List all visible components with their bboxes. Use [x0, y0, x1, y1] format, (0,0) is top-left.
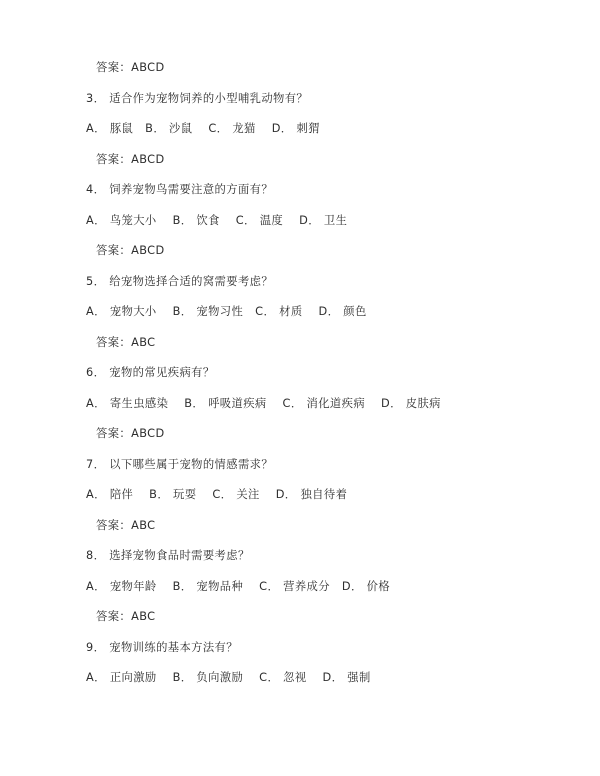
text-row-answer [86, 520, 534, 551]
answer-line: 答案：ABCD [96, 152, 165, 166]
answer-line: 答案：ABC [96, 518, 156, 532]
text-row-answer [86, 245, 534, 276]
document-text-body [86, 62, 534, 703]
text-row-question [86, 184, 534, 215]
text-row-answer [86, 154, 534, 185]
option-line: A． 宠物年龄 B． 宠物品种 C． 营养成分 D． 价格 [86, 579, 391, 593]
text-row-options [86, 215, 534, 246]
text-row-question [86, 93, 534, 124]
question-line: 7． 以下哪些属于宠物的情感需求？ [86, 457, 274, 471]
text-row-question [86, 367, 534, 398]
text-row-question [86, 550, 534, 581]
option-line: A． 寄生虫感染 B． 呼吸道疾病 C． 消化道疾病 D． 皮肤病 [86, 396, 441, 410]
option-line: A． 正向激励 B． 负向激励 C． 忽视 D． 强制 [86, 671, 371, 684]
question-line: 5． 给宠物选择合适的窝需要考虑？ [86, 274, 274, 288]
text-row-answer [86, 428, 534, 459]
text-row-options [86, 398, 534, 429]
text-row-options [86, 489, 534, 520]
text-row-options [86, 672, 534, 703]
option-line: A． 宠物大小 B． 宠物习性 C． 材质 D． 颜色 [86, 305, 367, 318]
text-row-options [86, 123, 534, 154]
option-line: A． 陪伴 B． 玩耍 C． 关注 D． 独自待着 [86, 488, 348, 501]
answer-line: 答案：ABCD [96, 244, 165, 257]
question-line: 9． 宠物训练的基本方法有？ [86, 640, 238, 654]
answer-line: 答案：ABC [96, 335, 156, 349]
text-row-answer [86, 611, 534, 642]
text-row-answer [86, 337, 534, 368]
text-row-options [86, 581, 534, 612]
text-row-question [86, 276, 534, 307]
text-row-answer [86, 62, 534, 93]
option-line: A． 豚鼠 B． 沙鼠 C． 龙猫 D． 刺猬 [86, 122, 320, 135]
text-row-options [86, 306, 534, 337]
answer-line: 答案：ABCD [96, 61, 165, 74]
text-row-question [86, 459, 534, 490]
question-line: 6． 宠物的常见疾病有？ [86, 366, 215, 379]
text-row-question [86, 642, 534, 673]
answer-line: 答案：ABCD [96, 427, 165, 440]
question-line: 3． 适合作为宠物饲养的小型哺乳动物有？ [86, 91, 309, 105]
question-line: 8． 选择宠物食品时需要考虑？ [86, 549, 250, 562]
question-line: 4． 饲养宠物鸟需要注意的方面有？ [86, 183, 274, 196]
answer-line: 答案：ABC [96, 610, 156, 623]
option-line: A． 鸟笼大小 B． 饮食 C． 温度 D． 卫生 [86, 213, 348, 227]
